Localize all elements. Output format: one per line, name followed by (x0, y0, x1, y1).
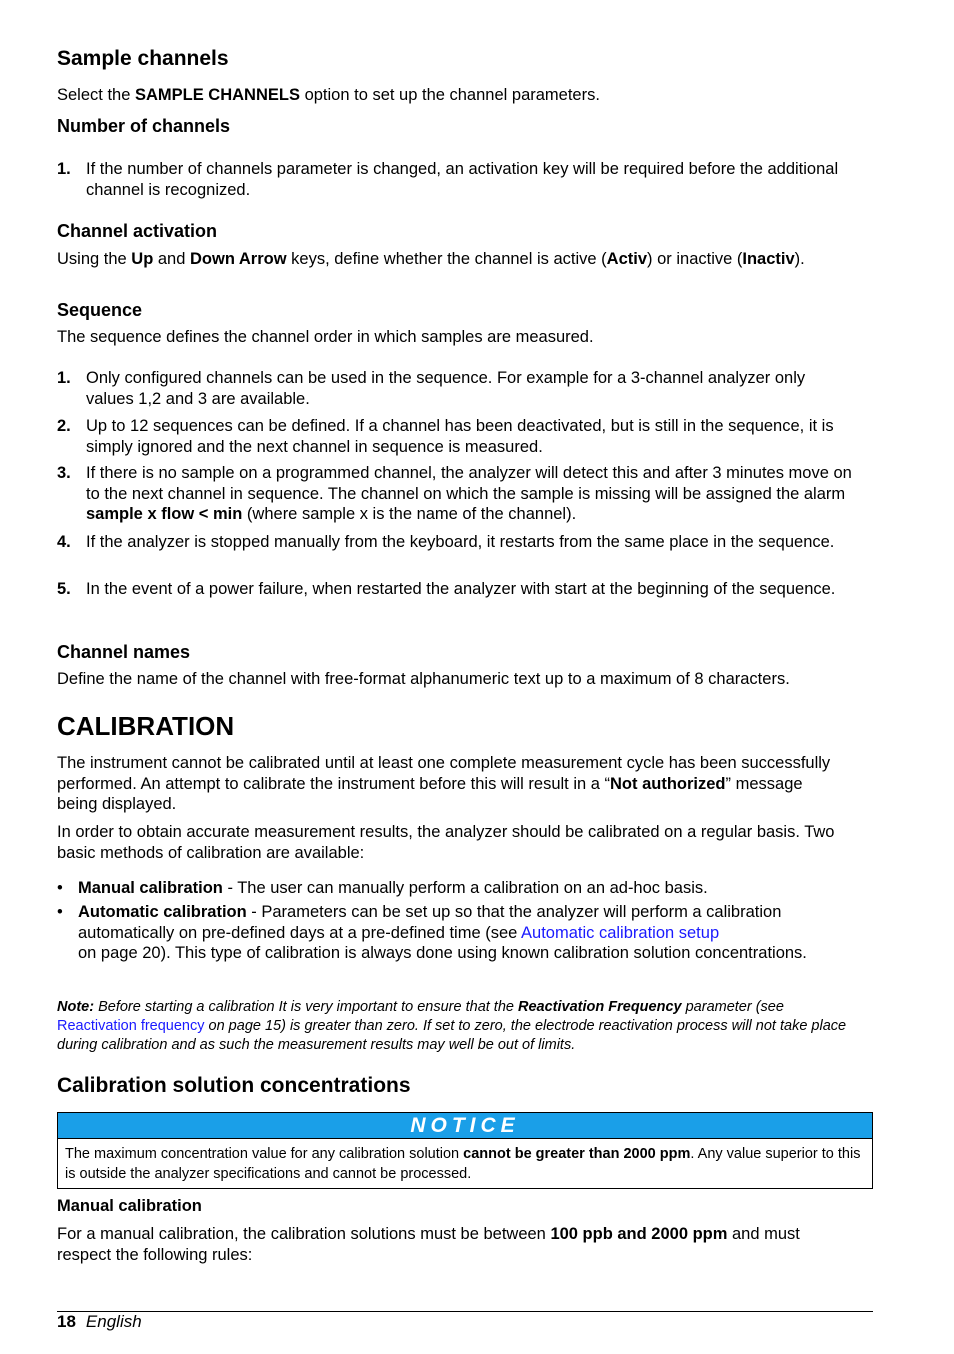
notice-header: NOTICE (58, 1113, 872, 1139)
list-item: 2. Up to 12 sequences can be defined. If a channel has been deactivated, but is still in the sequence, it is simply ignored and the next channel in sequence is measured. (57, 417, 834, 456)
list-item: 4. If the analyzer is stopped manually from the keyboard, it restarts from the same place in the sequence. (57, 533, 835, 551)
sample-channels-intro: Select the SAMPLE CHANNELS option to set up the channel parameters. (57, 86, 600, 104)
notice-body: The maximum concentration value for any calibration solution cannot be greater than 2000 ppm. Any value superior to this is outside the analyzer specifications and cannot be processed. (65, 1146, 861, 1182)
subsection-title-number-of-channels: Number of channels (57, 116, 231, 136)
note: Note: Before starting a calibration It is very important to ensure that the Reactivation Frequency parameter (see Reactivation frequency on page 15) is greater than zero. If set to zero, the electrode reactivation process will not take place during calibration and as such the measurement results may well be out of limits. (57, 999, 847, 1053)
bullet-icon: • (57, 903, 63, 921)
subsection-title-manual-calibration: Manual calibration (57, 1197, 202, 1215)
list-item: 3. If there is no sample on a programmed channel, the analyzer will detect this and after 3 minutes move on to the next channel in sequence. The channel on which the sample is missing will be assigned the alarm sample x flow < min (where sample x is the name of the channel). (57, 464, 852, 523)
list-item: • Manual calibration - The user can manually perform a calibration on an ad-hoc basis. (57, 879, 708, 897)
page-number: 18 (57, 1312, 76, 1331)
manual-calibration-text: For a manual calibration, the calibration solutions must be between 100 ppb and 2000 ppm and must respect the following rules: (57, 1225, 800, 1264)
list-item: 1. Only configured channels can be used in the sequence. For example for a 3-channel analyzer only values 1,2 and 3 are available. (57, 369, 806, 408)
footer-language: English (85, 1312, 142, 1331)
subsection-title-channel-activation: Channel activation (57, 221, 218, 241)
page-footer (57, 1312, 142, 1332)
reactivation-frequency-link[interactable]: Reactivation frequency (57, 1018, 205, 1034)
footer-divider (57, 1311, 873, 1312)
subsection-title-channel-names: Channel names (57, 642, 191, 662)
section-title-sample-channels: Sample channels (57, 47, 229, 70)
bullet-icon: • (57, 879, 63, 897)
channel-activation-text: Using the Up and Down Arrow keys, define whether the channel is active (Activ) or inactive (Inactiv). (57, 250, 805, 268)
section-title-calibration-solution: Calibration solution concentrations (57, 1074, 411, 1097)
channel-names-text: Define the name of the channel with free-format alphanumeric text up to a maximum of 8 characters. (57, 670, 790, 688)
calibration-para-1: The instrument cannot be calibrated until at least one complete measurement cycle has been successfully performed. An attempt to calibrate the instrument before this will result in a “Not authorized” message being displayed. (57, 754, 831, 813)
chapter-title-calibration: CALIBRATION (57, 711, 235, 741)
list-item: 1. If the number of channels parameter is changed, an activation key will be required before the additional channel is recognized. (57, 160, 839, 199)
automatic-calibration-setup-link[interactable]: Automatic calibration setup (521, 923, 720, 942)
sequence-intro: The sequence defines the channel order in which samples are measured. (57, 328, 594, 346)
notice-box (57, 1112, 873, 1189)
list-item: 5. In the event of a power failure, when restarted the analyzer with start at the beginning of the sequence. (57, 580, 836, 598)
list-item: • Automatic calibration - Parameters can be set up so that the analyzer will perform a calibration automatically on pre-defined days at a pre-defined time (see Automatic calibration setup on page 20). This type of calibration is always done using known calibration solution concentrations. (57, 903, 807, 962)
calibration-para-2: In order to obtain accurate measurement results, the analyzer should be calibrated on a regular basis. Two basic methods of calibration are available: (57, 823, 835, 862)
subsection-title-sequence: Sequence (57, 300, 143, 320)
